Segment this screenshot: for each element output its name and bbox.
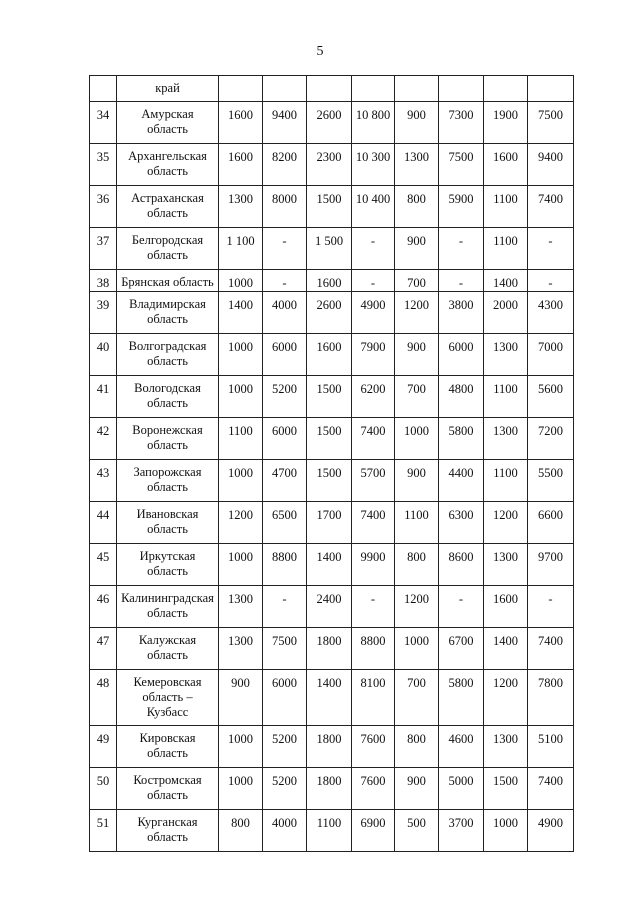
value-cell: 1300 <box>484 418 528 460</box>
value-cell: 1100 <box>484 460 528 502</box>
value-cell: 900 <box>219 670 263 726</box>
value-cell: 8100 <box>352 670 395 726</box>
value-cell: 5100 <box>528 726 574 768</box>
value-cell: 1000 <box>219 334 263 376</box>
value-cell: 1400 <box>484 628 528 670</box>
value-cell: 1100 <box>219 418 263 460</box>
table-row <box>90 376 574 418</box>
value-cell: 4000 <box>263 810 307 852</box>
row-number-cell: 46 <box>90 586 117 628</box>
region-name-cell: Воронежская область <box>117 418 219 460</box>
value-cell: 2000 <box>484 292 528 334</box>
value-cell: 8600 <box>439 544 484 586</box>
value-cell: 900 <box>395 334 439 376</box>
row-number-cell: 37 <box>90 228 117 270</box>
value-cell: 1500 <box>307 376 352 418</box>
value-cell <box>352 76 395 102</box>
row-number-cell <box>90 76 117 102</box>
value-cell: 9700 <box>528 544 574 586</box>
value-cell: 7500 <box>263 628 307 670</box>
value-cell: 800 <box>395 186 439 228</box>
value-cell: 5200 <box>263 376 307 418</box>
value-cell: 10 300 <box>352 144 395 186</box>
value-cell: 4900 <box>352 292 395 334</box>
value-cell: 1600 <box>307 334 352 376</box>
value-cell: 1300 <box>484 544 528 586</box>
row-number-cell: 48 <box>90 670 117 726</box>
table-row <box>90 334 574 376</box>
value-cell: 7500 <box>528 102 574 144</box>
row-number-cell: 34 <box>90 102 117 144</box>
value-cell: 1100 <box>484 186 528 228</box>
value-cell: 6200 <box>352 376 395 418</box>
row-number-cell: 40 <box>90 334 117 376</box>
region-name-cell: Запорожская область <box>117 460 219 502</box>
value-cell: - <box>528 586 574 628</box>
value-cell: 2300 <box>307 144 352 186</box>
value-cell: - <box>352 270 395 292</box>
value-cell: 6600 <box>528 502 574 544</box>
region-name-cell: Волгоградская область <box>117 334 219 376</box>
value-cell: 1100 <box>484 228 528 270</box>
value-cell: 3800 <box>439 292 484 334</box>
value-cell: 2600 <box>307 292 352 334</box>
table-row <box>90 292 574 334</box>
value-cell: 3700 <box>439 810 484 852</box>
region-name-cell: Курганская область <box>117 810 219 852</box>
value-cell: 6500 <box>263 502 307 544</box>
value-cell: 6300 <box>439 502 484 544</box>
row-number-cell: 35 <box>90 144 117 186</box>
value-cell: 1800 <box>307 768 352 810</box>
value-cell: 1300 <box>219 628 263 670</box>
row-number-cell: 39 <box>90 292 117 334</box>
value-cell: 1300 <box>395 144 439 186</box>
value-cell: 1000 <box>395 418 439 460</box>
value-cell: 4900 <box>528 810 574 852</box>
value-cell: 5600 <box>528 376 574 418</box>
value-cell: - <box>439 586 484 628</box>
value-cell: 1500 <box>307 460 352 502</box>
value-cell: 1400 <box>219 292 263 334</box>
region-name-cell: Владимирская область <box>117 292 219 334</box>
value-cell: 7800 <box>528 670 574 726</box>
value-cell: 10 400 <box>352 186 395 228</box>
value-cell: 5800 <box>439 418 484 460</box>
value-cell <box>307 76 352 102</box>
region-name-cell: Калининградская область <box>117 586 219 628</box>
value-cell: 6000 <box>263 670 307 726</box>
value-cell: 5200 <box>263 768 307 810</box>
value-cell: 8200 <box>263 144 307 186</box>
value-cell: 7400 <box>528 628 574 670</box>
value-cell: 1000 <box>395 628 439 670</box>
row-number-cell: 36 <box>90 186 117 228</box>
value-cell: 1000 <box>484 810 528 852</box>
value-cell: 1100 <box>484 376 528 418</box>
region-name-cell: Кировская область <box>117 726 219 768</box>
value-cell: 6000 <box>263 418 307 460</box>
value-cell: 1500 <box>484 768 528 810</box>
value-cell: 1300 <box>219 586 263 628</box>
value-cell: 900 <box>395 768 439 810</box>
table-row-continuation <box>90 76 574 102</box>
value-cell: 1600 <box>219 102 263 144</box>
value-cell: 800 <box>395 544 439 586</box>
value-cell: 8000 <box>263 186 307 228</box>
value-cell: 8800 <box>352 628 395 670</box>
value-cell: 5700 <box>352 460 395 502</box>
value-cell: - <box>263 586 307 628</box>
value-cell: 7500 <box>439 144 484 186</box>
value-cell: - <box>528 228 574 270</box>
value-cell: - <box>352 586 395 628</box>
table-row <box>90 418 574 460</box>
value-cell: 4800 <box>439 376 484 418</box>
value-cell: 700 <box>395 376 439 418</box>
region-name-cell: Кемеровская область – Кузбасс <box>117 670 219 726</box>
table-row <box>90 502 574 544</box>
value-cell: 1100 <box>395 502 439 544</box>
region-name-cell: Архангельская область <box>117 144 219 186</box>
value-cell: 1600 <box>219 144 263 186</box>
value-cell: 7400 <box>528 768 574 810</box>
value-cell: 4300 <box>528 292 574 334</box>
table-row <box>90 460 574 502</box>
value-cell: 1200 <box>395 292 439 334</box>
region-name-cell: Амурская область <box>117 102 219 144</box>
value-cell: 1800 <box>307 726 352 768</box>
value-cell: 1600 <box>307 270 352 292</box>
value-cell <box>528 76 574 102</box>
row-number-cell: 51 <box>90 810 117 852</box>
value-cell: 5500 <box>528 460 574 502</box>
table-row <box>90 726 574 768</box>
value-cell: 10 800 <box>352 102 395 144</box>
value-cell: 7400 <box>528 186 574 228</box>
region-name-cell: Иркутская область <box>117 544 219 586</box>
value-cell: 700 <box>395 270 439 292</box>
value-cell: 4400 <box>439 460 484 502</box>
value-cell: 4000 <box>263 292 307 334</box>
value-cell: 1900 <box>484 102 528 144</box>
value-cell: 7900 <box>352 334 395 376</box>
value-cell: 1200 <box>484 670 528 726</box>
value-cell: 7200 <box>528 418 574 460</box>
row-number-cell: 47 <box>90 628 117 670</box>
value-cell: 6700 <box>439 628 484 670</box>
value-cell: - <box>263 270 307 292</box>
table-row <box>90 628 574 670</box>
value-cell: 1300 <box>484 334 528 376</box>
value-cell: 4600 <box>439 726 484 768</box>
value-cell: 1800 <box>307 628 352 670</box>
region-name-cell: Вологодская область <box>117 376 219 418</box>
table-row <box>90 810 574 852</box>
value-cell: 4700 <box>263 460 307 502</box>
table-row <box>90 270 574 292</box>
value-cell: 1500 <box>307 186 352 228</box>
value-cell: 1100 <box>307 810 352 852</box>
value-cell: 6900 <box>352 810 395 852</box>
value-cell: 2400 <box>307 586 352 628</box>
value-cell: 9400 <box>263 102 307 144</box>
table-row <box>90 768 574 810</box>
value-cell: 9400 <box>528 144 574 186</box>
value-cell: 8800 <box>263 544 307 586</box>
page-number: 5 <box>316 44 324 59</box>
value-cell: 2600 <box>307 102 352 144</box>
value-cell: 1300 <box>484 726 528 768</box>
value-cell: 5900 <box>439 186 484 228</box>
row-number-cell: 44 <box>90 502 117 544</box>
value-cell <box>219 76 263 102</box>
value-cell: 7400 <box>352 418 395 460</box>
value-cell: - <box>263 228 307 270</box>
value-cell: 1500 <box>307 418 352 460</box>
value-cell: 5800 <box>439 670 484 726</box>
value-cell: 1600 <box>484 144 528 186</box>
value-cell: 1400 <box>484 270 528 292</box>
value-cell: 7300 <box>439 102 484 144</box>
value-cell: 1 100 <box>219 228 263 270</box>
value-cell: - <box>439 228 484 270</box>
table-body <box>90 76 574 852</box>
value-cell: 1300 <box>219 186 263 228</box>
value-cell: 1200 <box>395 586 439 628</box>
value-cell: - <box>439 270 484 292</box>
value-cell: 900 <box>395 460 439 502</box>
regional-values-table <box>89 75 574 852</box>
table-row <box>90 228 574 270</box>
value-cell: 1000 <box>219 376 263 418</box>
value-cell: 1000 <box>219 460 263 502</box>
value-cell: 1400 <box>307 670 352 726</box>
value-cell: 6000 <box>439 334 484 376</box>
value-cell: 1 500 <box>307 228 352 270</box>
table-row <box>90 186 574 228</box>
value-cell: 500 <box>395 810 439 852</box>
value-cell: 700 <box>395 670 439 726</box>
value-cell: 1000 <box>219 768 263 810</box>
table-row <box>90 544 574 586</box>
value-cell: 1600 <box>484 586 528 628</box>
row-number-cell: 41 <box>90 376 117 418</box>
value-cell: 9900 <box>352 544 395 586</box>
value-cell: - <box>352 228 395 270</box>
row-number-cell: 45 <box>90 544 117 586</box>
row-number-cell: 49 <box>90 726 117 768</box>
row-number-cell: 38 <box>90 270 117 292</box>
row-number-cell: 42 <box>90 418 117 460</box>
row-number-cell: 43 <box>90 460 117 502</box>
value-cell <box>439 76 484 102</box>
value-cell: 6000 <box>263 334 307 376</box>
table-row <box>90 144 574 186</box>
row-number-cell: 50 <box>90 768 117 810</box>
value-cell: 7600 <box>352 768 395 810</box>
region-name-cell: Брянская область <box>117 270 219 292</box>
value-cell: 800 <box>395 726 439 768</box>
table-row <box>90 670 574 726</box>
value-cell: 5000 <box>439 768 484 810</box>
value-cell: 5200 <box>263 726 307 768</box>
table-row <box>90 102 574 144</box>
value-cell: 7000 <box>528 334 574 376</box>
value-cell: 1000 <box>219 544 263 586</box>
value-cell: 800 <box>219 810 263 852</box>
region-name-cell: Белгородская область <box>117 228 219 270</box>
value-cell <box>263 76 307 102</box>
value-cell <box>395 76 439 102</box>
region-name-cell: Астраханская область <box>117 186 219 228</box>
value-cell: 900 <box>395 102 439 144</box>
value-cell: 1400 <box>307 544 352 586</box>
value-cell: 7400 <box>352 502 395 544</box>
region-name-cell: Ивановская область <box>117 502 219 544</box>
region-name-cell: Калужская область <box>117 628 219 670</box>
value-cell <box>484 76 528 102</box>
value-cell: 1000 <box>219 270 263 292</box>
region-name-cell: Костромская область <box>117 768 219 810</box>
value-cell: 1200 <box>484 502 528 544</box>
value-cell: 1200 <box>219 502 263 544</box>
value-cell: 1700 <box>307 502 352 544</box>
value-cell: 7600 <box>352 726 395 768</box>
table-row <box>90 586 574 628</box>
value-cell: 1000 <box>219 726 263 768</box>
value-cell: 900 <box>395 228 439 270</box>
region-name-cell: край <box>117 76 219 102</box>
value-cell: - <box>528 270 574 292</box>
